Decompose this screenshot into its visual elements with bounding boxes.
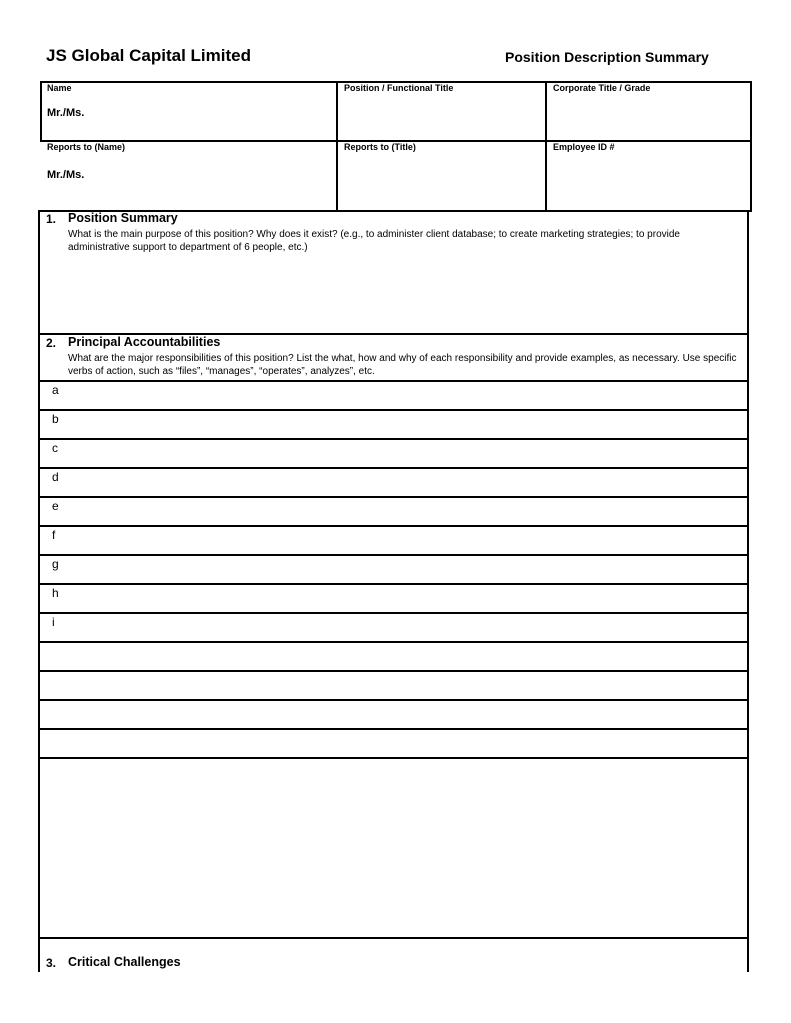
section-2-number: 2. xyxy=(46,336,57,350)
reports-to-name-field[interactable]: Mr./Ms. xyxy=(47,169,85,181)
accountability-field-e[interactable] xyxy=(66,498,744,524)
employee-id-field[interactable] xyxy=(549,156,746,206)
name-label: Name xyxy=(47,83,72,93)
position-title-field[interactable] xyxy=(340,97,540,137)
row-label-b: b xyxy=(52,412,59,426)
accountability-field-c[interactable] xyxy=(66,440,744,466)
row-label-e: e xyxy=(52,499,59,513)
document-title: Position Description Summary xyxy=(505,49,709,65)
company-name: JS Global Capital Limited xyxy=(46,46,251,65)
section-3-number: 3. xyxy=(46,956,57,970)
accountability-field-b[interactable] xyxy=(66,411,744,437)
accountability-field-h[interactable] xyxy=(66,585,744,611)
row-label-c: c xyxy=(52,441,58,455)
row-line xyxy=(38,670,749,672)
accountability-field-d[interactable] xyxy=(66,469,744,495)
section-2-title: Principal Accountabilities xyxy=(68,335,221,349)
row-label-a: a xyxy=(52,383,59,397)
form-right-border xyxy=(747,210,749,972)
section-1-title: Position Summary xyxy=(68,211,178,225)
grid-left-border-top xyxy=(40,81,42,140)
accountability-field-f[interactable] xyxy=(66,527,744,553)
row-label-i: i xyxy=(52,615,55,629)
employee-id-label: Employee ID # xyxy=(553,142,615,152)
grid-divider-1 xyxy=(336,81,338,212)
section-1-number: 1. xyxy=(46,212,57,226)
grid-right-border xyxy=(750,81,752,212)
row-line xyxy=(38,699,749,701)
row-line xyxy=(38,757,749,759)
corporate-title-label: Corporate Title / Grade xyxy=(553,83,651,93)
accountability-field-a[interactable] xyxy=(66,382,744,408)
accountability-field-i[interactable] xyxy=(66,614,744,640)
row-label-h: h xyxy=(52,586,59,600)
section-1-description: What is the main purpose of this position? Why does it exist? (e.g., to administer client database; to create marketing strategies; to provide administrative support to department of 6 people, etc.) xyxy=(68,229,680,253)
row-label-d: d xyxy=(52,470,59,484)
position-summary-field[interactable] xyxy=(42,258,744,332)
position-title-label: Position / Functional Title xyxy=(344,83,454,93)
section-2-bottom-border xyxy=(38,937,749,939)
additional-notes-area[interactable] xyxy=(42,761,744,935)
row-line xyxy=(38,641,749,643)
accountability-field-g[interactable] xyxy=(66,556,744,582)
row-label-g: g xyxy=(52,557,59,571)
reports-to-title-label: Reports to (Title) xyxy=(344,142,416,152)
reports-to-name-label: Reports to (Name) xyxy=(47,142,126,152)
section-3-title: Critical Challenges xyxy=(68,955,181,969)
corporate-title-field[interactable] xyxy=(549,97,746,137)
reports-to-title-field[interactable] xyxy=(340,156,540,206)
name-field[interactable]: Mr./Ms. xyxy=(47,107,85,119)
grid-divider-2 xyxy=(545,81,547,212)
row-label-f: f xyxy=(52,528,56,542)
row-line xyxy=(38,728,749,730)
form-left-border xyxy=(38,210,40,972)
section-2-description: What are the major responsibilities of this position? List the what, how and why of each responsibility and provide examples, as necessary. Use specific verbs of action, such as “files”, “manages”, “operates”, analyzes”, etc. xyxy=(68,353,737,377)
